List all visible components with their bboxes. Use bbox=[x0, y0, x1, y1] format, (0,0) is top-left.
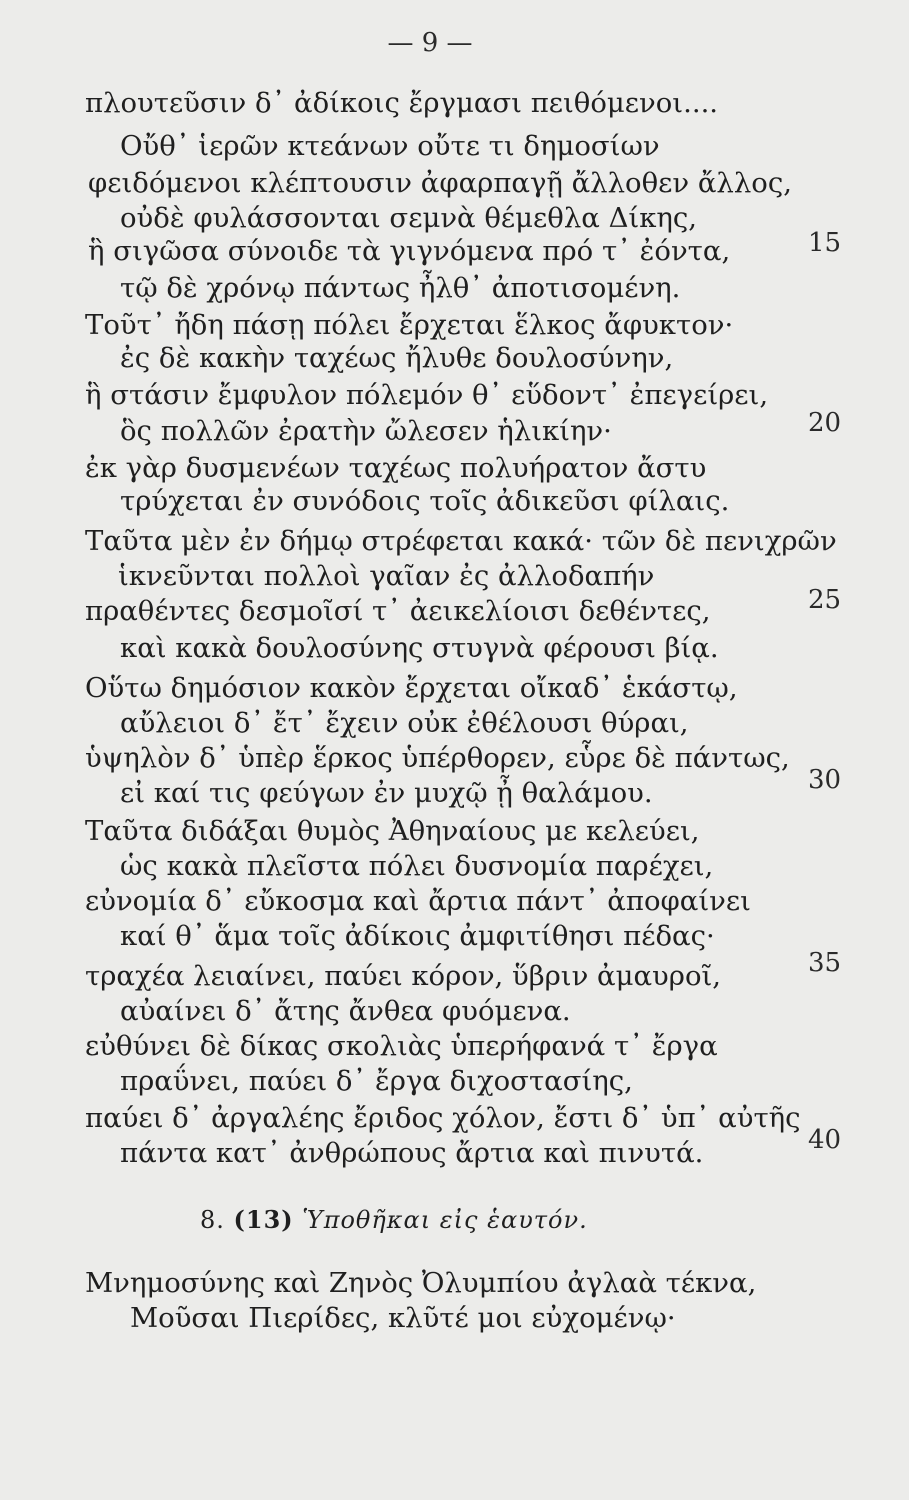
line-number: 20 bbox=[808, 408, 842, 438]
verse-line: Οὔθ᾽ ἱερῶν κτεάνων οὔτε τι δημοσίων bbox=[120, 130, 660, 162]
verse-line: φειδόμενοι κλέπτουσιν ἀφαρπαγῇ ἄλλοθεν ἄλλος, bbox=[88, 167, 792, 199]
section-title: Ὑποθῆκαι εἰς ἑαυτόν. bbox=[302, 1206, 588, 1234]
verse-line: παύει δ᾽ ἀργαλέης ἔριδος χόλον, ἔστι δ᾽ ὑπ᾽ αὐτῆς bbox=[85, 1102, 801, 1134]
section-number: 8. bbox=[200, 1206, 225, 1234]
line-number: 40 bbox=[808, 1125, 842, 1155]
verse-line: ὡς κακὰ πλεῖστα πόλει δυσνομία παρέχει, bbox=[120, 850, 714, 882]
verse-line: τραχέα λειαίνει, παύει κόρον, ὕβριν ἀμαυροῖ, bbox=[85, 960, 722, 992]
verse-line: ἣ στάσιν ἔμφυλον πόλεμόν θ᾽ εὕδοντ᾽ ἐπεγείρει, bbox=[85, 379, 769, 411]
verse-line: πλουτεῦσιν δ᾽ ἀδίκοις ἔργμασι πειθόμενοι.... bbox=[85, 87, 719, 119]
verse-line: ἣ σιγῶσα σύνοιδε τὰ γιγνόμενα πρό τ᾽ ἐόντα, bbox=[88, 235, 731, 267]
page-number: — 9 — bbox=[387, 28, 473, 58]
verse-line: Τοῦτ᾽ ἤδη πάσῃ πόλει ἔρχεται ἕλκος ἄφυκτον· bbox=[85, 309, 734, 341]
verse-line: πραθέντες δεσμοῖσί τ᾽ ἀεικελίοισι δεθέντες, bbox=[85, 595, 711, 627]
section-heading bbox=[200, 1205, 588, 1234]
line-number: 35 bbox=[808, 948, 842, 978]
verse-line: ὃς πολλῶν ἐρατὴν ὤλεσεν ἡλικίην· bbox=[120, 415, 612, 447]
verse-line: τρύχεται ἐν συνόδοις τοῖς ἀδικεῦσι φίλαις. bbox=[120, 485, 730, 517]
verse-line: ἐς δὲ κακὴν ταχέως ἤλυθε δουλοσύνην, bbox=[120, 342, 674, 374]
verse-line: καί θ᾽ ἅμα τοῖς ἀδίκοις ἀμφιτίθησι πέδας· bbox=[120, 920, 715, 952]
verse-line: εἰ καί τις φεύγων ἐν μυχῷ ᾖ θαλάμου. bbox=[120, 777, 653, 809]
line-number: 30 bbox=[808, 765, 842, 795]
verse-line: αὔλειοι δ᾽ ἔτ᾽ ἔχειν οὐκ ἐθέλουσι θύραι, bbox=[120, 707, 689, 739]
verse-line: πάντα κατ᾽ ἀνθρώπους ἄρτια καὶ πινυτά. bbox=[120, 1137, 704, 1169]
verse-line: Μνημοσύνης καὶ Ζηνὸς Ὀλυμπίου ἀγλαὰ τέκνα, bbox=[85, 1267, 757, 1299]
verse-line: εὐνομία δ᾽ εὔκοσμα καὶ ἄρτια πάντ᾽ ἀποφαίνει bbox=[85, 885, 751, 917]
verse-line: Ταῦτα μὲν ἐν δήμῳ στρέφεται κακά· τῶν δὲ πενιχρῶν bbox=[85, 525, 837, 557]
verse-line: Ταῦτα διδάξαι θυμὸς Ἀθηναίους με κελεύει, bbox=[85, 815, 700, 847]
verse-line: ὑψηλὸν δ᾽ ὑπὲρ ἕρκος ὑπέρθορεν, εὗρε δὲ πάντως, bbox=[85, 742, 790, 774]
verse-line: Οὕτω δημόσιον κακὸν ἔρχεται οἴκαδ᾽ ἑκάστῳ, bbox=[85, 672, 738, 704]
verse-line: οὐδὲ φυλάσσονται σεμνὰ θέμεθλα Δίκης, bbox=[120, 202, 698, 234]
verse-line: Μοῦσαι Πιερίδες, κλῦτέ μοι εὐχομένῳ· bbox=[130, 1302, 676, 1334]
verse-line: ἱκνεῦνται πολλοὶ γαῖαν ἐς ἀλλοδαπήν bbox=[118, 560, 655, 592]
verse-line: πραΰνει, παύει δ᾽ ἔργα διχοστασίης, bbox=[120, 1065, 633, 1097]
verse-line: αὐαίνει δ᾽ ἄτης ἄνθεα φυόμενα. bbox=[120, 995, 571, 1027]
verse-line: εὐθύνει δὲ δίκας σκολιὰς ὑπερήφανά τ᾽ ἔργα bbox=[85, 1030, 718, 1062]
line-number: 15 bbox=[808, 228, 842, 258]
fragment-number: (13) bbox=[233, 1205, 294, 1234]
verse-line: τῷ δὲ χρόνῳ πάντως ἦλθ᾽ ἀποτισομένη. bbox=[120, 272, 681, 304]
verse-line: ἐκ γὰρ δυσμενέων ταχέως πολυήρατον ἄστυ bbox=[85, 452, 707, 484]
line-number: 25 bbox=[808, 585, 842, 615]
verse-line: καὶ κακὰ δουλοσύνης στυγνὰ φέρουσι βίᾳ. bbox=[120, 632, 719, 664]
